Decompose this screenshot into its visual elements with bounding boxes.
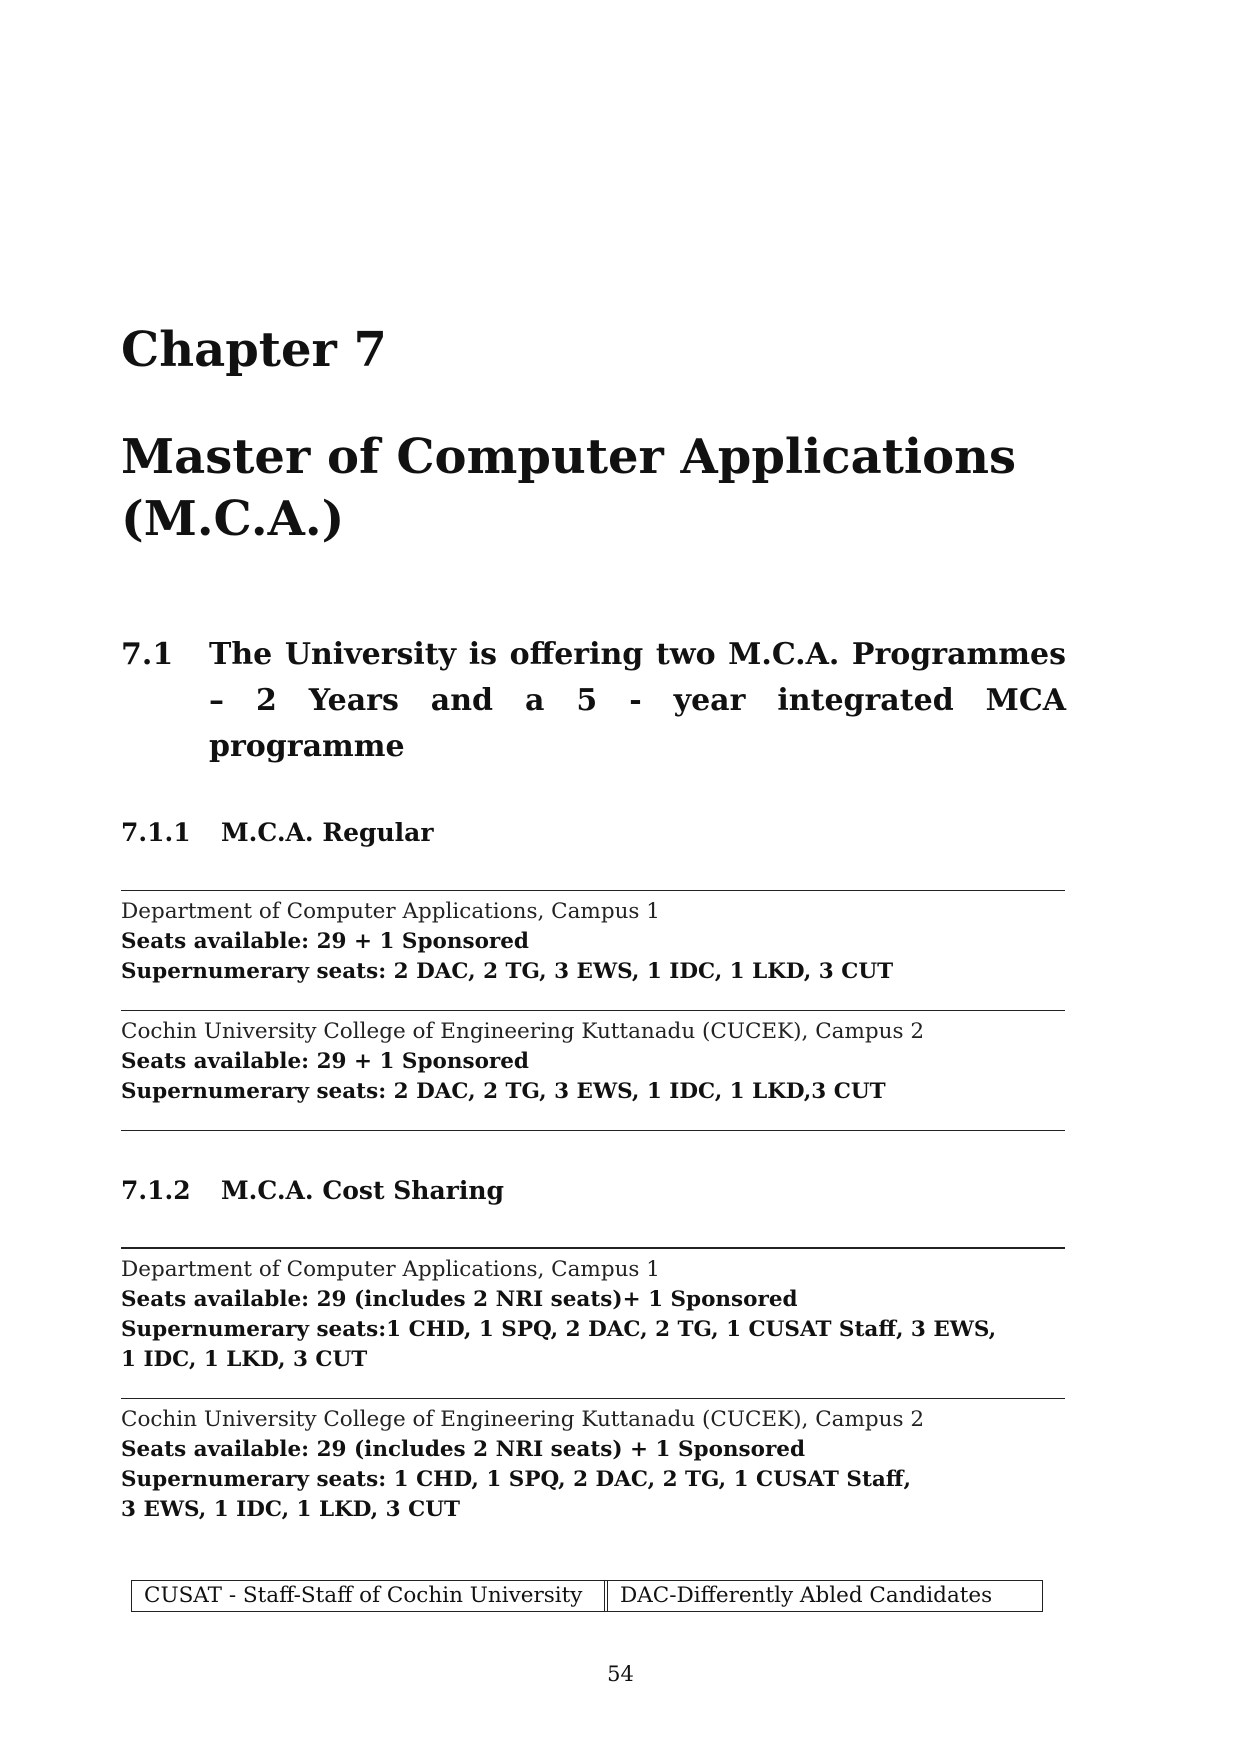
program-entry [121, 1255, 1066, 1375]
seats-available: Seats available: 29 (includes 2 NRI seats) + 1 Sponsored [121, 1437, 806, 1462]
subsection-title: M.C.A. Regular [221, 818, 434, 847]
program-entry [121, 897, 1066, 987]
table-rule [121, 890, 1065, 891]
table-rule [121, 1130, 1065, 1131]
chapter-title: Master of Computer Applications (M.C.A.) [121, 429, 1017, 547]
chapter-label: Chapter 7 [121, 322, 387, 378]
seats-available: Seats available: 29 + 1 Sponsored [121, 929, 529, 954]
supernumerary-seats-continued: 1 IDC, 1 LKD, 3 CUT [121, 1347, 368, 1372]
section-heading [121, 632, 1066, 770]
supernumerary-seats-continued: 3 EWS, 1 IDC, 1 LKD, 3 CUT [121, 1497, 460, 1522]
campus-name: Department of Computer Applications, Campus 1 [121, 1257, 660, 1282]
table-rule [121, 1247, 1065, 1249]
legend-cusat: CUSAT - Staff-Staff of Cochin University [132, 1581, 608, 1611]
supernumerary-seats: Supernumerary seats: 1 CHD, 1 SPQ, 2 DAC, 2 TG, 1 CUSAT Staff, [121, 1467, 911, 1492]
campus-name: Department of Computer Applications, Campus 1 [121, 899, 660, 924]
program-entry [121, 1017, 1066, 1107]
supernumerary-seats: Supernumerary seats: 2 DAC, 2 TG, 3 EWS, 1 IDC, 1 LKD,3 CUT [121, 1079, 886, 1104]
subsection-title: M.C.A. Cost Sharing [221, 1176, 504, 1205]
table-rule [121, 1010, 1065, 1011]
section-number: 7.1 [121, 637, 174, 672]
subsection-heading [121, 816, 434, 850]
abbreviation-legend [131, 1580, 1043, 1612]
seats-available: Seats available: 29 (includes 2 NRI seats)+ 1 Sponsored [121, 1287, 798, 1312]
section-title: The University is offering two M.C.A. Programmes – 2 Years and a 5 - year integrated MCA programme [209, 637, 1066, 764]
campus-name: Cochin University College of Engineering Kuttanadu (CUCEK), Campus 2 [121, 1407, 925, 1432]
legend-dac: DAC-Differently Abled Candidates [620, 1583, 993, 1608]
subsection-heading [121, 1174, 504, 1208]
seats-available: Seats available: 29 + 1 Sponsored [121, 1049, 529, 1074]
subsection-number: 7.1.1 [121, 818, 191, 847]
subsection-number: 7.1.2 [121, 1176, 191, 1205]
table-rule [121, 1398, 1065, 1399]
campus-name: Cochin University College of Engineering Kuttanadu (CUCEK), Campus 2 [121, 1019, 925, 1044]
supernumerary-seats: Supernumerary seats: 2 DAC, 2 TG, 3 EWS, 1 IDC, 1 LKD, 3 CUT [121, 959, 894, 984]
page-number: 54 [607, 1662, 634, 1686]
program-entry [121, 1405, 1066, 1525]
supernumerary-seats: Supernumerary seats:1 CHD, 1 SPQ, 2 DAC, 2 TG, 1 CUSAT Staff, 3 EWS, [121, 1317, 997, 1342]
